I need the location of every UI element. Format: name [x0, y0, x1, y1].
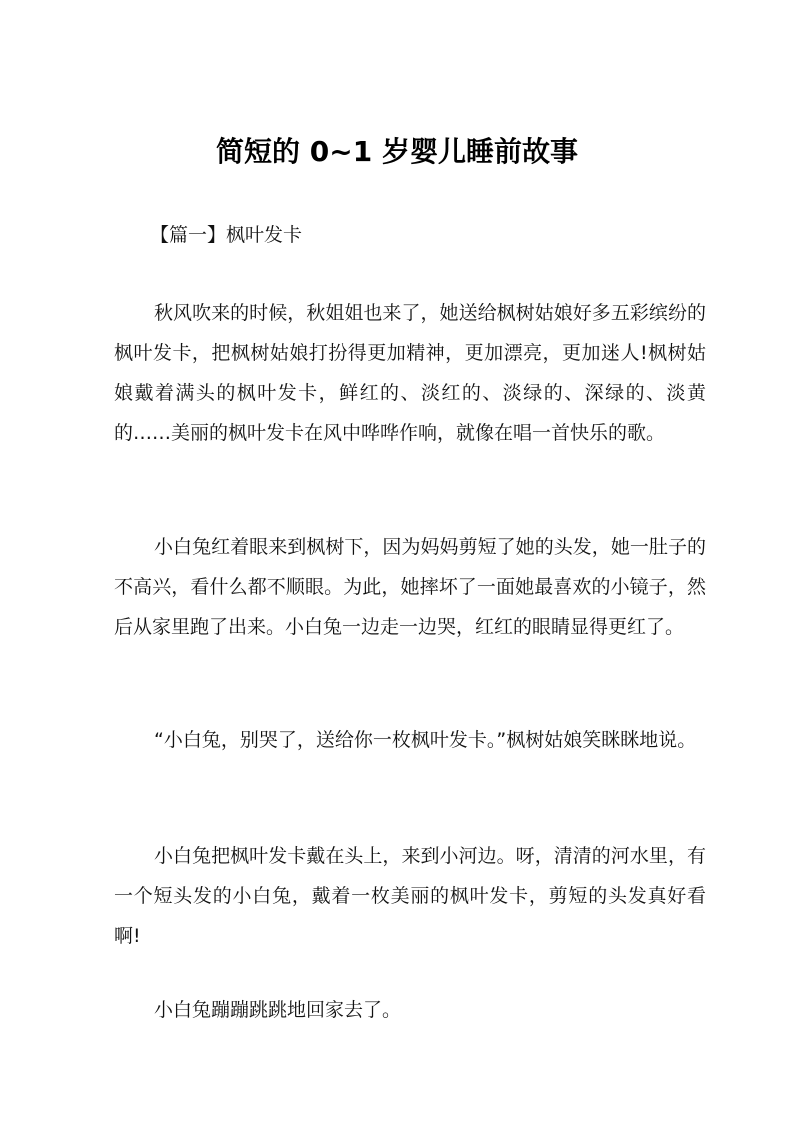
section-heading: 【篇一】枫叶发卡 — [150, 224, 303, 246]
paragraph-1: 秋风吹来的时候，秋姐姐也来了，她送给枫树姑娘好多五彩缤纷的枫叶发卡，把枫树姑娘打扮得更加精神，更加漂亮，更加迷人!枫树姑娘戴着满头的枫叶发卡，鲜红的、淡红的、淡绿的、深绿的、淡黄的……美丽的枫叶发卡在风中哗哗作响，就像在唱一首快乐的歌。 — [114, 302, 706, 444]
paragraph-5: 小白兔蹦蹦跳跳地回家去了。 — [154, 999, 402, 1021]
paragraph-2: 小白兔红着眼来到枫树下，因为妈妈剪短了她的头发，她一肚子的不高兴，看什么都不顺眼。为此，她摔坏了一面她最喜欢的小镜子，然后从家里跑了出来。小白兔一边走一边哭，红红的眼睛显得更红了。 — [114, 536, 706, 638]
paragraph-4: 小白兔把枫叶发卡戴在头上，来到小河边。呀，清清的河水里，有一个短头发的小白兔，戴着一枚美丽的枫叶发卡，剪短的头发真好看啊! — [114, 845, 706, 947]
document-title: 简短的 0~1 岁婴儿睡前故事 — [216, 135, 578, 168]
paragraph-3: “小白兔，别哭了，送给你一枚枫叶发卡。”枫树姑娘笑眯眯地说。 — [154, 729, 697, 751]
